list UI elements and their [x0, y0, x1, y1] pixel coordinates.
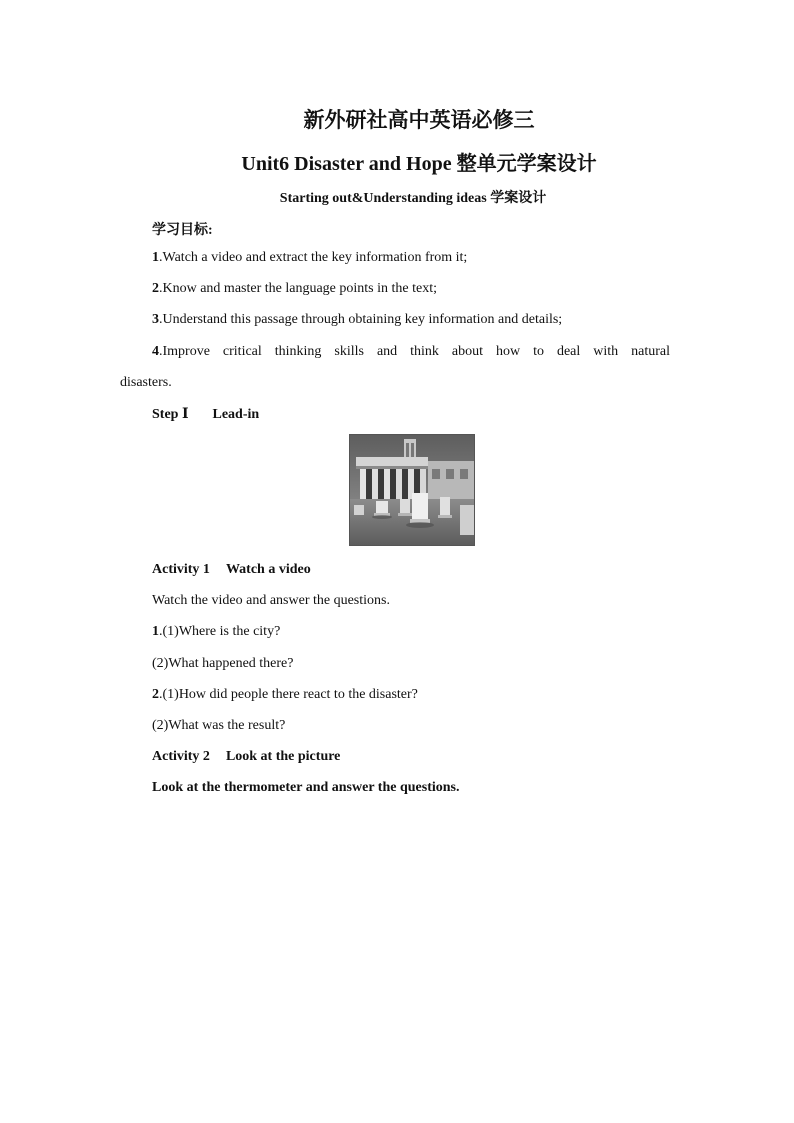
activity-2-instruction: Look at the thermometer and answer the questions. — [152, 780, 460, 795]
objective-text: .Improve critical thinking skills and think about how to deal with natural — [159, 344, 670, 359]
activity-1-label: Activity 1 — [152, 562, 210, 577]
question-text: .(1)Where is the city? — [159, 624, 281, 639]
objective-number: 4 — [152, 344, 159, 359]
objective-text: .Know and master the language points in the text; — [159, 281, 437, 296]
objective-number: 1 — [152, 250, 159, 265]
objective-item-4-continuation: disasters. — [120, 375, 172, 390]
step-title: Lead-in — [212, 407, 260, 422]
activity-1-instruction: Watch the video and answer the questions. — [152, 593, 390, 608]
objective-item-3 — [152, 312, 562, 328]
question-item — [152, 687, 418, 703]
question-item — [152, 624, 280, 640]
activity-2-title: Look at the picture — [225, 749, 341, 764]
activity-1-heading — [152, 562, 311, 578]
objectives-heading: 学习目标: — [152, 223, 213, 238]
question-text: (2)What happened there? — [152, 656, 294, 671]
activity-2-label: Activity 2 — [152, 749, 210, 764]
step-heading — [152, 406, 259, 423]
objective-number: 3 — [152, 312, 159, 327]
activity-1-title: Watch a video — [225, 562, 311, 577]
question-item — [152, 656, 293, 672]
question-number: 2 — [152, 687, 159, 702]
section-subtitle: Starting out&Understanding ideas 学案设计 — [279, 191, 547, 206]
objective-text: .Understand this passage through obtaining key information and details; — [159, 312, 563, 327]
question-text: .(1)How did people there react to the disaster? — [159, 687, 418, 702]
question-item — [152, 718, 285, 734]
ruins-photo — [349, 434, 475, 546]
ruins-illustration — [350, 435, 475, 546]
question-text: (2)What was the result? — [152, 718, 286, 733]
objective-text: .Watch a video and extract the key information from it; — [159, 250, 468, 265]
step-label: Step Ⅰ — [152, 407, 189, 422]
objective-item-1 — [152, 250, 467, 266]
objective-item-2 — [152, 281, 437, 297]
document-title: 新外研社高中英语必修三 — [303, 108, 535, 132]
objective-item-4 — [152, 344, 670, 360]
activity-2-heading — [152, 749, 340, 765]
question-number: 1 — [152, 624, 159, 639]
unit-title: Unit6 Disaster and Hope 整单元学案设计 — [241, 153, 597, 175]
objective-number: 2 — [152, 281, 159, 296]
